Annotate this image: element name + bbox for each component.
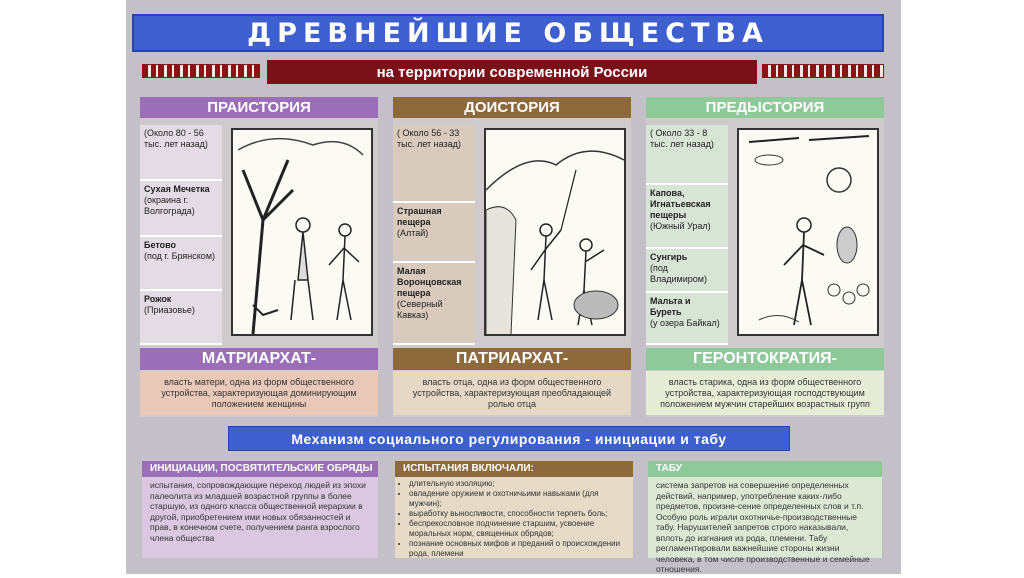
list-item: • длительную изоляцию; xyxy=(409,479,627,489)
site-location: (у озера Байкал) xyxy=(650,318,720,328)
taboo-header: ТАБУ xyxy=(648,461,882,477)
tests-list xyxy=(395,479,633,559)
list-item: • выработку выносливости, способности терпеть боль; xyxy=(409,509,627,519)
taboo-box xyxy=(648,461,882,574)
cave-people-drawing xyxy=(233,130,371,334)
header-label: ДОИСТОРИЯ xyxy=(464,99,560,116)
site-title: Бетово xyxy=(144,240,177,250)
site-location: (Северный Кавказ) xyxy=(397,299,443,320)
header-predhistory xyxy=(646,97,884,118)
term-label: МАТРИАРХАТ- xyxy=(201,350,317,367)
illustration-pre-history xyxy=(484,128,626,336)
initiations-header: ИНИЦИАЦИИ, ПОСВЯТИТЕЛЬСКИЕ ОБРЯДЫ xyxy=(142,461,378,477)
site-title: Малая Воронцовская пещера xyxy=(397,266,462,298)
site-location: (окраина г. Волгограда) xyxy=(144,195,195,216)
header-pre-history xyxy=(393,97,631,118)
mechanism-bar xyxy=(228,426,790,451)
site-location: (под Владимиром) xyxy=(650,263,707,284)
site-location: (Алтай) xyxy=(397,228,429,238)
site-location: (Южный Урал) xyxy=(650,221,711,231)
info-site xyxy=(393,203,475,263)
header-label: ПРАИСТОРИЯ xyxy=(207,99,311,116)
term-matriarchy-desc: власть матери, одна из форм общественного устройства, характеризующая доминирующим положением женщины xyxy=(140,371,378,415)
info-site xyxy=(140,291,222,345)
info-period-text: ( Около 33 - 8 тыс. лет назад) xyxy=(650,128,714,149)
mechanism-title: Механизм социального регулирования - инициации и табу xyxy=(291,430,727,447)
tests-box xyxy=(395,461,633,558)
info-site xyxy=(393,263,475,345)
initiations-box xyxy=(142,461,378,558)
ornament-right xyxy=(762,64,884,78)
list-item: • овладение оружием и охотничьими навыками (для мужчин); xyxy=(409,489,627,509)
term-gerontocracy-desc: власть старика, одна из форм общественного устройства, характеризующая господствующим положением мужчин старейших возрастных групп xyxy=(646,371,884,415)
tests-header: ИСПЫТАНИЯ ВКЛЮЧАЛИ: xyxy=(395,461,633,477)
main-title-bar xyxy=(132,14,884,52)
site-title: Мальта и Буреть xyxy=(650,296,691,317)
artifacts-drawing xyxy=(739,130,877,334)
hunters-drawing xyxy=(486,130,624,334)
subtitle: на территории современной России xyxy=(376,63,648,81)
term-label: ПАТРИАРХАТ- xyxy=(455,350,569,367)
taboo-text: система запретов на совершение определенных действий, например, употребление каких-либо предметов, произне-сение определенных слов и т.п. Особую роль играли охотничье-производственные табу. Нарушителей запретов строго наказывали, вплоть до изгнания из рода, племени. Табу регламентировали важнейшие стороны жизни человека, в том числе производственные и семейные отношения. xyxy=(656,480,870,574)
term-gerontocracy xyxy=(646,348,884,370)
info-site xyxy=(646,249,728,293)
illustration-prehistory xyxy=(231,128,373,336)
list-item: • беспрекословное подчинение старшим, усвоение моральных норм, священных обрядов; xyxy=(409,519,627,539)
header-prehistory xyxy=(140,97,378,118)
info-period xyxy=(140,125,222,181)
site-title: Сухая Мечетка xyxy=(144,184,210,194)
site-title: Рожок xyxy=(144,294,172,304)
info-period-text: (Около 80 - 56 тыс. лет назад) xyxy=(144,128,208,149)
site-title: Капова, Игнатьевская пещеры xyxy=(650,188,711,220)
list-item: • познание основных мифов и преданий о происхождении рода, племени xyxy=(409,539,627,559)
illustration-predhistory xyxy=(737,128,879,336)
main-title: ДРЕВНЕЙШИЕ ОБЩЕСТВА xyxy=(247,17,769,49)
term-matriarchy xyxy=(140,348,378,370)
subtitle-bar xyxy=(267,60,757,84)
info-site xyxy=(646,185,728,249)
site-title: Страшная пещера xyxy=(397,206,442,227)
term-patriarchy-desc: власть отца, одна из форм общественного устройства, характеризующая преобладающей ролью отца xyxy=(393,371,631,415)
site-title: Сунгирь xyxy=(650,252,688,262)
info-site xyxy=(140,237,222,291)
info-period xyxy=(393,125,475,203)
ornament-left xyxy=(142,64,260,78)
term-patriarchy xyxy=(393,348,631,370)
site-location: (под г. Брянском) xyxy=(144,251,215,261)
info-period-text: ( Около 56 - 33 тыс. лет назад) xyxy=(397,128,461,149)
info-site xyxy=(140,181,222,237)
header-label: ПРЕДЫСТОРИЯ xyxy=(705,99,825,116)
info-period xyxy=(646,125,728,185)
term-label: ГЕРОНТОКРАТИЯ- xyxy=(693,350,837,367)
site-location: (Приазовье) xyxy=(144,305,195,315)
info-site xyxy=(646,293,728,345)
initiations-text: испытания, сопровождающие переход людей из эпохи палеолита из младшей возрастной группы в более старшую, из одного класса общественной иерархии в другой, приобретением ими новых обязанностей и прав, в конечном счете, получением ранга взрослого члена общества xyxy=(150,480,366,543)
